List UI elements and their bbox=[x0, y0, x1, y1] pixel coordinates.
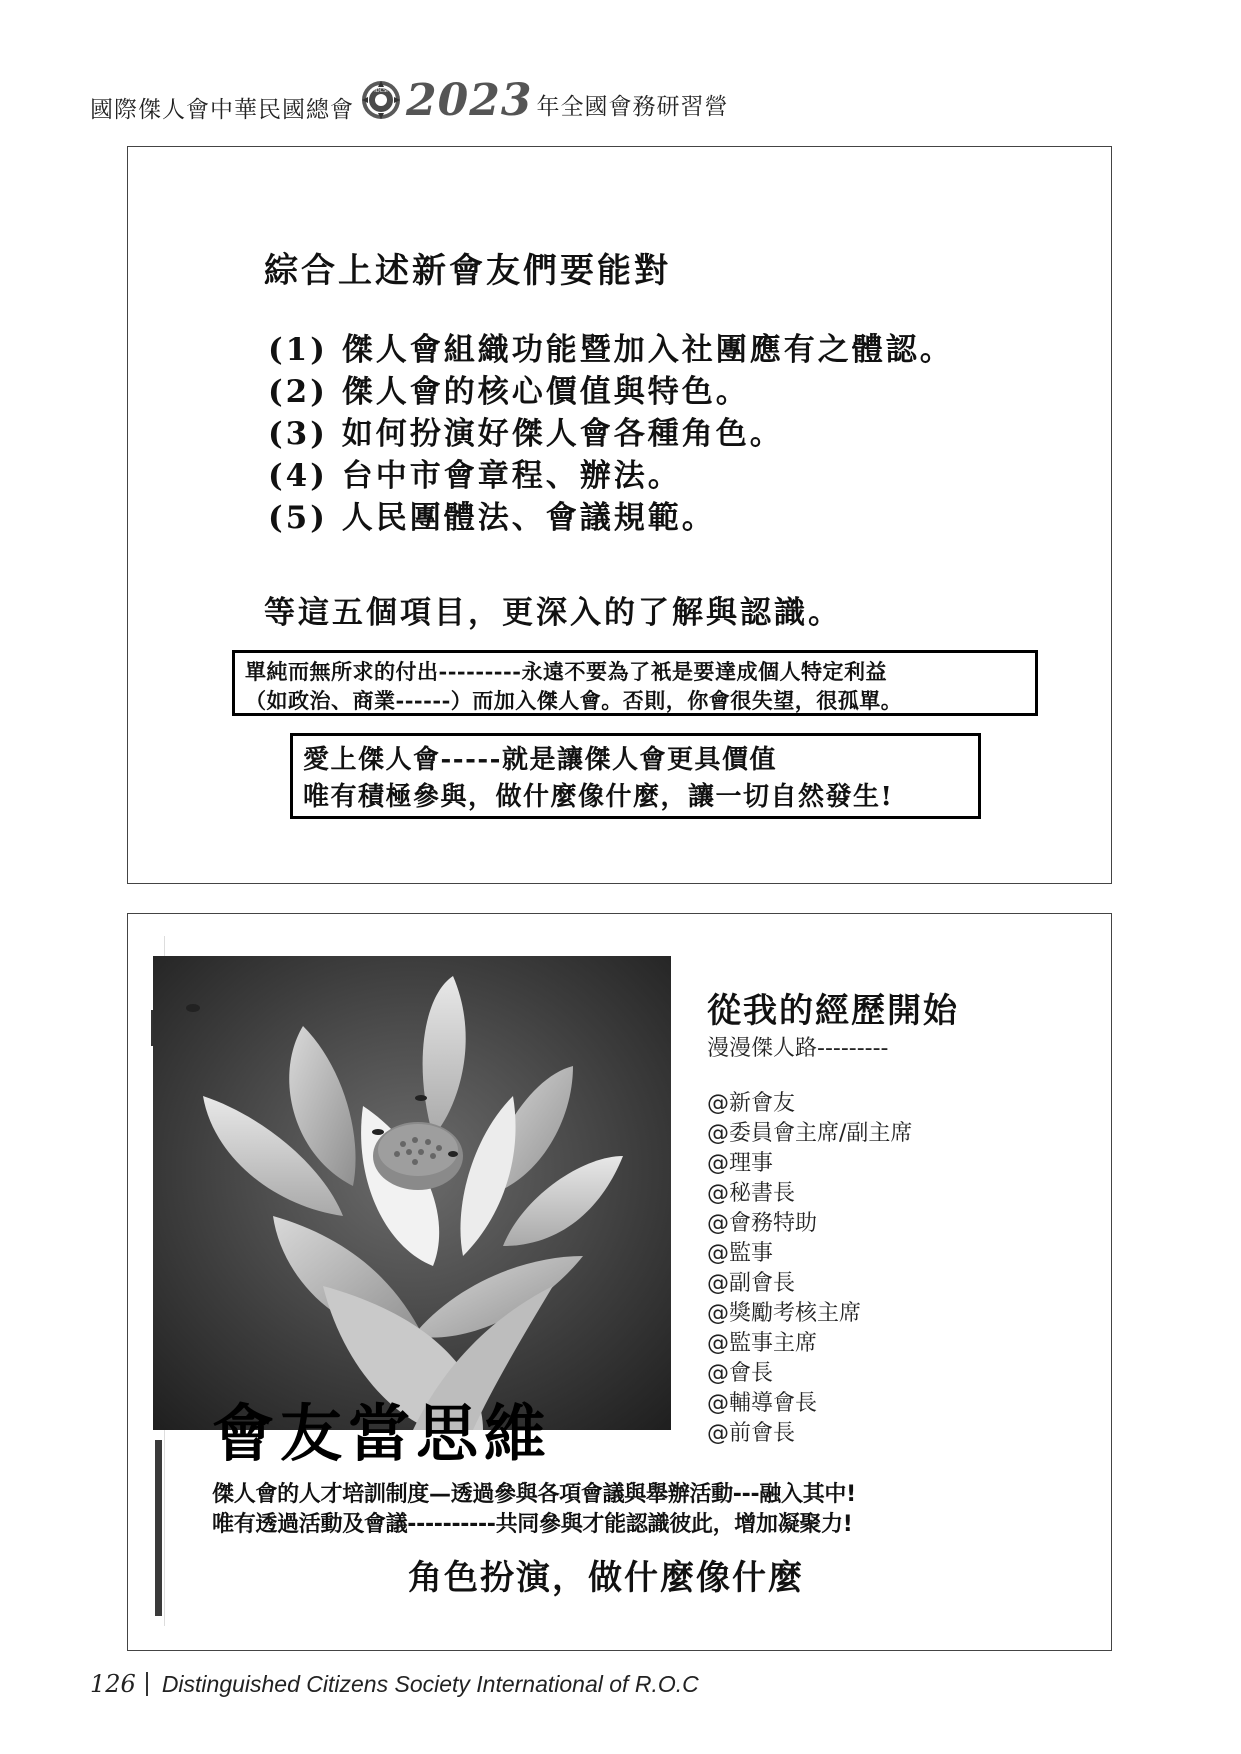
footer-divider bbox=[146, 1672, 148, 1696]
callout-line: （如政治、商業------）而加入傑人會。否則，你會很失望，很孤單。 bbox=[245, 688, 903, 713]
callout-box-love bbox=[290, 733, 981, 819]
callout-box-selfless bbox=[232, 650, 1038, 716]
slide2-big-title: 會友當思維 bbox=[212, 1397, 553, 1470]
slide1-title: 綜合上述新會友們要能對 bbox=[264, 251, 671, 291]
header-event-title: 年全國會務研習營 bbox=[536, 93, 729, 120]
list-item: (4) 台中市會章程、辦法。 bbox=[268, 458, 682, 494]
list-item: @監事 bbox=[707, 1241, 774, 1266]
list-item: @會長 bbox=[707, 1361, 774, 1386]
list-item: @委員會主席/副主席 bbox=[707, 1121, 913, 1146]
lotus-flower-photo bbox=[153, 956, 671, 1430]
list-item: @前會長 bbox=[707, 1421, 796, 1446]
society-logo-icon bbox=[360, 79, 402, 121]
list-item: (5) 人民團體法、會議規範。 bbox=[268, 500, 716, 536]
slide2-body-line: 唯有透過活動及會議----------共同參與才能認識彼此，增加凝聚力! bbox=[212, 1512, 853, 1537]
list-item: @監事主席 bbox=[707, 1331, 818, 1356]
page-number: 126 bbox=[90, 1670, 136, 1698]
slide2-closing-line: 角色扮演，做什麼像什麼 bbox=[408, 1558, 804, 1598]
callout-line: 唯有積極參與，做什麼像什麼，讓一切自然發生! bbox=[303, 782, 894, 812]
slide-summary bbox=[127, 146, 1112, 884]
list-item: @秘書長 bbox=[707, 1181, 796, 1206]
slide2-heading: 從我的經歷開始 bbox=[707, 991, 959, 1031]
slide-side-bar bbox=[155, 1440, 162, 1616]
slide2-body-line: 傑人會的人才培訓制度—透過參與各項會議與舉辦活動---融入其中! bbox=[212, 1482, 856, 1507]
list-item: (1) 傑人會組織功能暨加入社團應有之體認。 bbox=[268, 332, 954, 368]
page-footer bbox=[90, 1670, 699, 1698]
slide-experience bbox=[127, 913, 1112, 1651]
callout-line: 愛上傑人會-----就是讓傑人會更具價值 bbox=[303, 745, 777, 775]
footer-org-name: Distinguished Citizens Society International of R.O.C bbox=[161, 1670, 699, 1697]
list-item: @獎勵考核主席 bbox=[707, 1301, 862, 1326]
header-org-name: 國際傑人會中華民國總會 bbox=[90, 96, 354, 123]
list-item: (3) 如何扮演好傑人會各種角色。 bbox=[268, 416, 784, 452]
list-item: (2) 傑人會的核心價值與特色。 bbox=[268, 374, 750, 410]
callout-line: 單純而無所求的付出---------永遠不要為了衹是要達成個人特定利益 bbox=[245, 659, 887, 684]
page-header bbox=[90, 72, 728, 128]
slide1-summary: 等這五個項目，更深入的了解與認識。 bbox=[264, 595, 842, 631]
header-year: 2023 bbox=[406, 74, 533, 126]
list-item: @新會友 bbox=[707, 1091, 796, 1116]
roles-list bbox=[707, 1089, 912, 1449]
list-item: @副會長 bbox=[707, 1271, 796, 1296]
slide1-list bbox=[268, 329, 954, 539]
slide2-subheading: 漫漫傑人路--------- bbox=[707, 1036, 889, 1061]
list-item: @會務特助 bbox=[707, 1211, 818, 1236]
list-item: @輔導會長 bbox=[707, 1391, 818, 1416]
logo-text: IDCSI bbox=[374, 88, 388, 94]
list-item: @理事 bbox=[707, 1151, 774, 1176]
